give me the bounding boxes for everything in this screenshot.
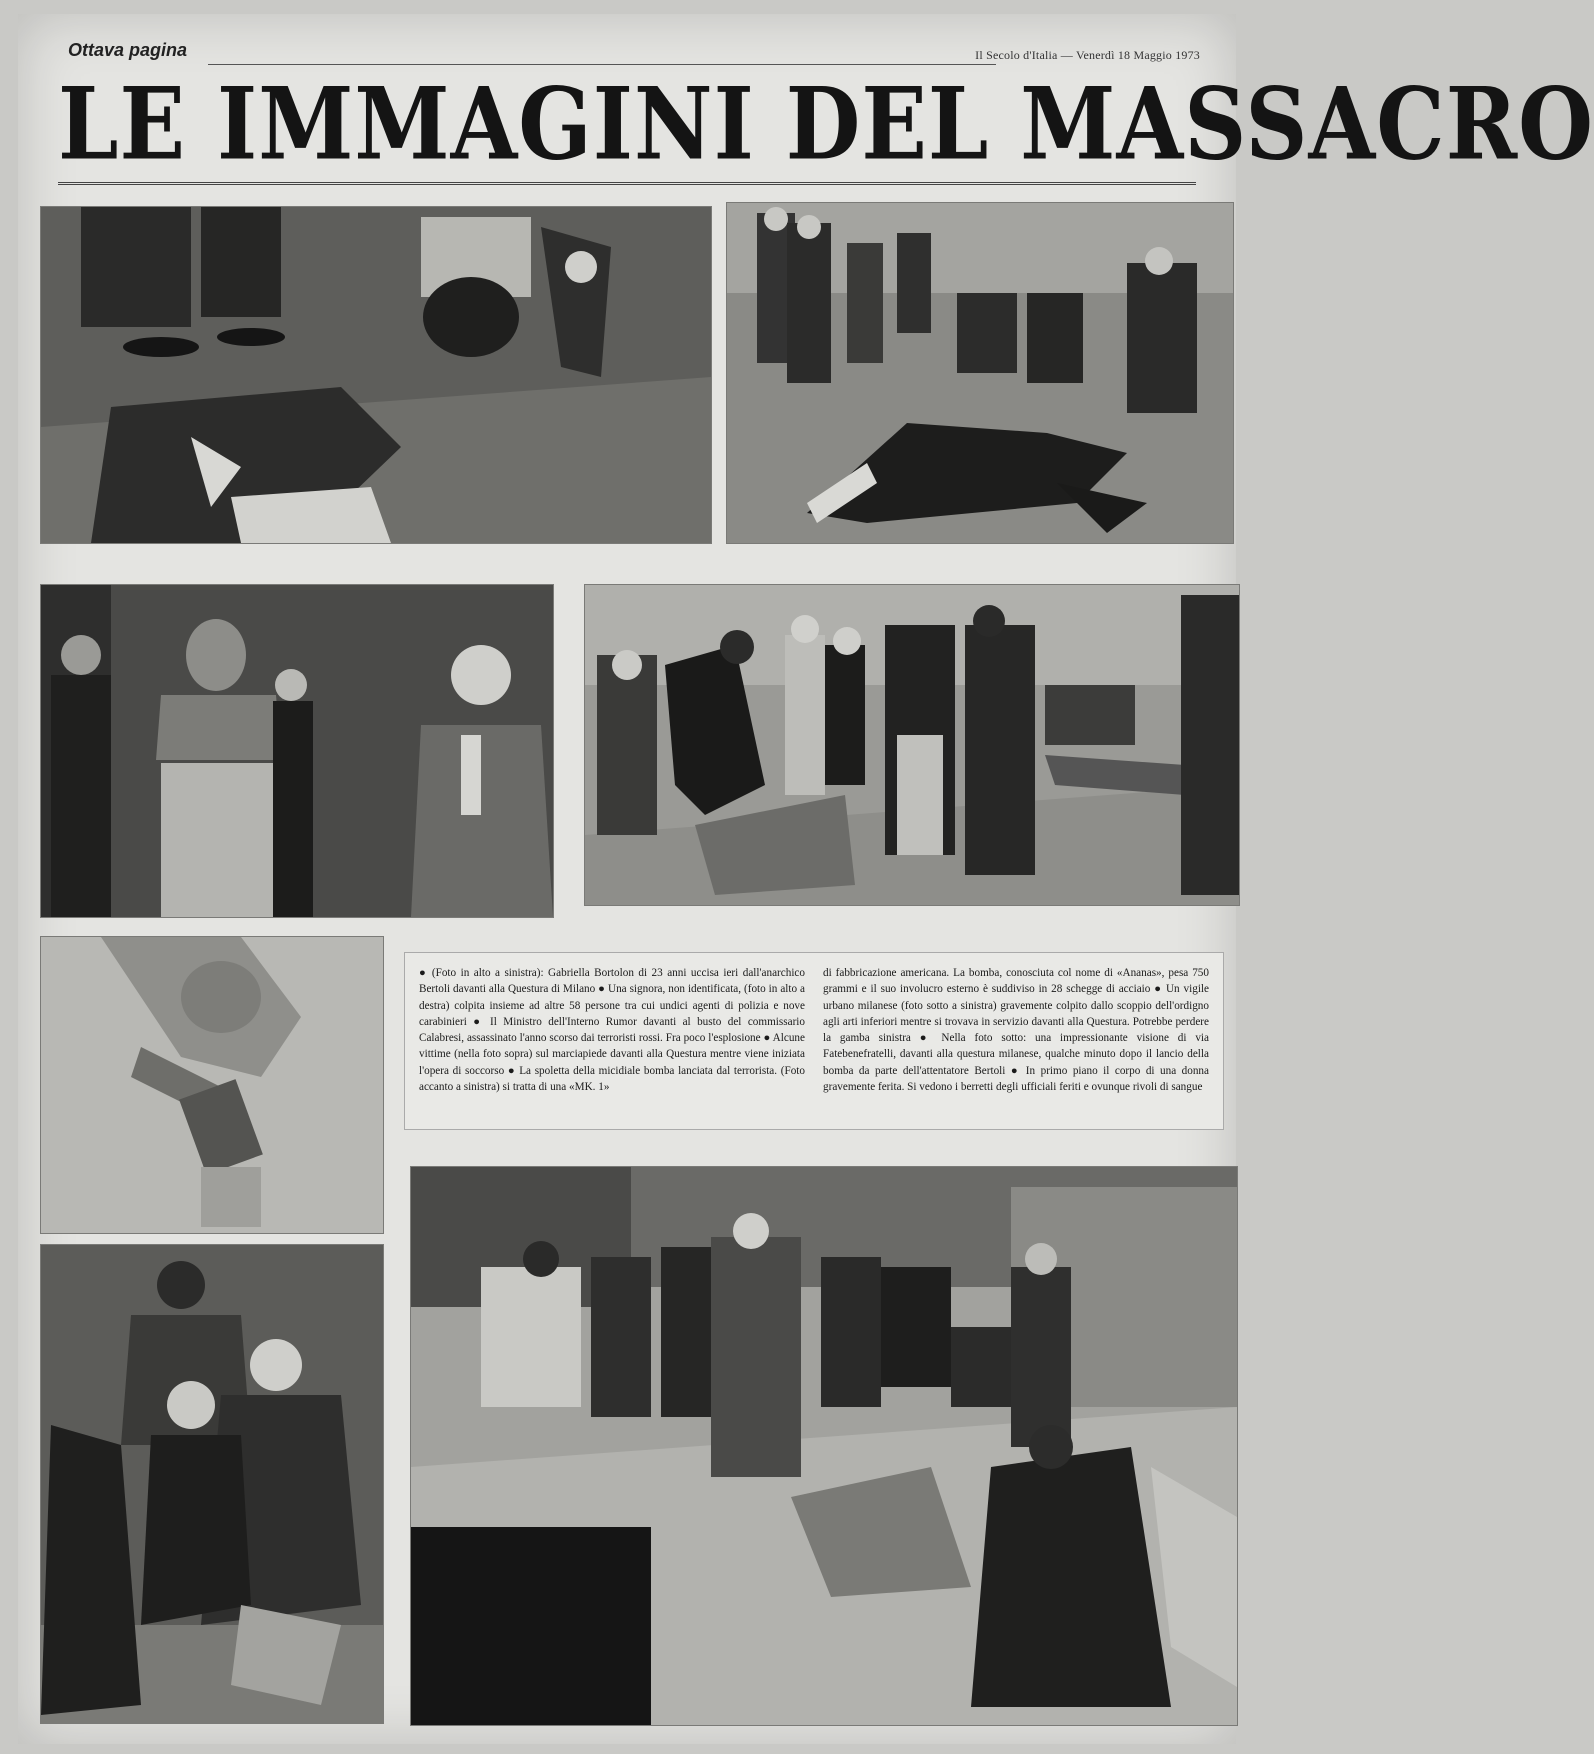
newspaper-page <box>18 14 1594 1744</box>
photo-bomb-fuse-in-hand <box>40 936 384 1234</box>
headline: LE IMMAGINI DEL MASSACRO <box>58 66 1594 183</box>
photo-rescue-on-sidewalk <box>584 584 1240 906</box>
caption-box <box>404 952 1224 1130</box>
headline-rule <box>58 182 1196 185</box>
section-label: Ottava pagina <box>68 40 188 60</box>
photo-minister-at-bust <box>40 584 554 918</box>
dateline: Il Secolo d'Italia — Venerdì 18 Maggio 1973 <box>975 48 1200 62</box>
caption-column-2: di fabbricazione americana. La bomba, conosciuta col nome di «Ananas», pesa 750 grammi e il suo involucro esterno è suddiviso in 28 schegge di acciaio ● Un vigile urbano milanese (foto sotto a sinistra) gravemente colpito dallo scoppio dell'ordigno agli arti inferiori mentre si trovava in servizio davanti alla Questura. Potrebbe perdere la gamba sinistra ● Nella foto sotto: una impressionante visione di via Fatebenefratelli, davanti alla questura milanese, qualche minuto dopo il lancio della bomba da parte dell'attentatore Bertoli ● In primo piano il corpo di una donna gravemente ferita. Si vedono i berretti degli ufficiali feriti e ovunque rivoli di sangue <box>823 967 1209 1094</box>
caption-column-1: ● (Foto in alto a sinistra): Gabriella Bortolon di 23 anni uccisa ieri dall'anarchico Bertoli davanti alla Questura di Milano ● Una signora, non identificata, (foto in alto a destra) colpita insieme ad altre 58 persone tra cui undici agenti di polizia e nove carabinieri ● Il Ministro dell'Interno Rumor davanti al busto del commissario Calabresi, assassinato l'anno scorso dai terroristi rossi. Fra poco l'esplosione ● Alcune vittime (nella foto sopra) sul marciapiede davanti alla Questura mentre viene iniziata l'opera di soccorso ● La spoletta della micidiale bomba lanciata dal terrorista. (Foto accanto a sinistra) si tratta di una «MK. 1» <box>419 967 805 1094</box>
photo-wounded-policeman <box>40 1244 384 1724</box>
photo-victim-on-ground <box>40 206 712 544</box>
photo-wounded-woman-street <box>726 202 1234 544</box>
photo-via-fatebenefratelli <box>410 1166 1238 1726</box>
